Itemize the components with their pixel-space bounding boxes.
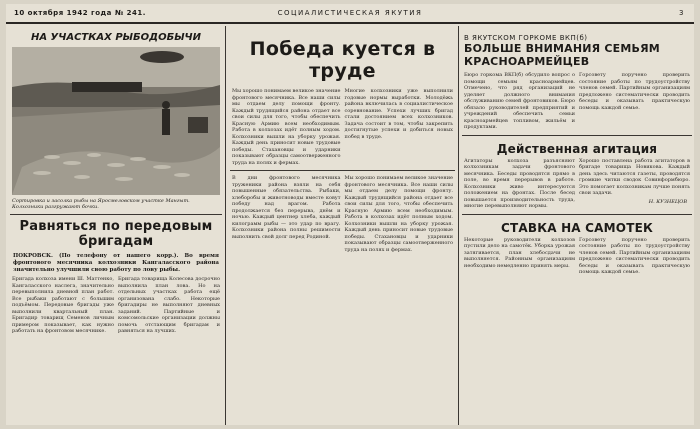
masthead — [6, 4, 694, 24]
right-column — [462, 26, 692, 425]
article-body — [230, 175, 455, 253]
article-text: Горсовету поручено проверить состояние работы по трудоустройству членов семей. Партийным организациям предложено систематически проводить беседы и оказывать практическую помощь каждой семье. — [579, 236, 690, 275]
article-headline: Равняться по передовым бригадам — [19, 219, 213, 249]
center-column — [230, 26, 455, 425]
article-body — [462, 158, 692, 210]
article-text: Агитаторы колхоза разъясняют колхозникам задачи фронтового месячника. Беседы проводятся прямо в поле, во время перерывов в работе. Колхозники живо интересуются положением на фронтах. После бесед повышается производительность труда, многие перевыполняют нормы. — [464, 157, 575, 209]
divider — [462, 214, 692, 215]
divider — [462, 135, 692, 136]
article-text: Мы хорошо понимаем великое значение фронтового месячника. Все наши силы мы отдаем делу помощи фронту. Каждый трудящийся района отдает все свои силы для того, чтобы обеспечить Красную Армию всем необходимым. Работа в колхозах идёт полным ходом. Колхозники вышли на уборку урожая. Каждый день приносит новые трудовые победы. Стахановцы и ударники показывают образцы самоотверженного труда на полях и фермах. — [344, 175, 453, 253]
article-text: Некоторые руководители колхозов пустили дело на самотёк. Уборка урожая затягивается, план хлебосдачи не выполняется. Районным организациям необходимо немедленно принять меры. — [464, 236, 575, 269]
article-headline: Действенная агитация — [496, 141, 658, 156]
divider — [10, 214, 222, 215]
article-text: Бюро горкома ВКП(б) обсудило вопрос о помощи семьям красноармейцев. Отмечено, что ряд организаций не уделяет должного внимания обслуживанию семей фронтовиков. Бюро обязало руководителей предприятий и учреждений обеспечить семьи красноармейцев топливом, жильём и продуктами. — [464, 72, 575, 130]
lead-text: (По телефону от нашего корр.). Во время фронтового месячника колхозники Кангаласского района значительно улучшили свою работу по лову рыбы. — [13, 253, 219, 273]
article-body — [462, 72, 692, 131]
article-headline: СТАВКА НА САМОТЕК — [500, 220, 654, 235]
newspaper-title: СОЦИАЛИСТИЧЕСКАЯ ЯКУТИЯ — [277, 9, 423, 17]
left-column — [10, 26, 222, 425]
article-body — [10, 276, 222, 335]
newspaper-page — [6, 4, 694, 425]
article-text: Хорошо поставлена работа агитаторов в бригаде товарища Новикова. Каждый день здесь читаются газеты, проводятся громкие читки сводок Совинформбюро. Это помогает колхозникам лучше понять свои задачи. — [579, 157, 690, 196]
article-lead — [13, 253, 219, 274]
fishery-photo — [12, 47, 220, 195]
section-kicker: В ЯКУТСКОМ ГОРКОМЕ ВКП(б) — [464, 34, 588, 42]
fishery-photo-drawing — [12, 47, 220, 195]
article-text: Многие колхозники уже выполнили годовые нормы выработки. Молодёжь района включилась в социалистическое соревнование. Успехи лучших бригад стали достоянием всех колхозников. Задача состоит в том, чтобы закрепить достигнутые успехи и добиться новых побед в труде. — [344, 88, 453, 140]
article-text: В дни фронтового месячника труженики района взяли на себя повышенные обязательства. Рыбаки, хлеборобы и животноводы вместе ковут победу над врагом. Работа продолжается без перерыва, днём и ночью. Каждый центнер хлеба, каждый килограмм рыбы — это удар по врагу. Колхозники района полны решимости выполнить свой долг перед Родиной. — [232, 175, 341, 240]
column-divider — [458, 26, 459, 425]
dateline: ПОКРОВСК. — [13, 253, 53, 259]
photo-caption: Сортировка и засолка рыбы на Яросмеловском участке Мангыт. Колхозники разгружают бочки. — [12, 198, 190, 210]
article-text: Бригада товарища Колесова досрочно выполнила план лова. Но на отдельных участках работа ещё организована слабо. Некоторые бригадиры не выполняют дневных заданий. Партийные и комсомольские организации должны помочь отстающим бригадам и равняться на лучших. — [118, 276, 220, 334]
article-text: Горсовету поручено проверить состояние работы по трудоустройству членов семей. Партийным организациям предложено систематически проводить беседы и оказывать практическую помощь каждой семье. — [579, 72, 690, 111]
author-signature: Н. КУЗНЕЦОВ — [648, 198, 687, 205]
article-text: Мы хорошо понимаем великое значение фронтового месячника. Все наши силы мы отдаем делу помощи фронту. Каждый трудящийся района отдает все свои силы для того, чтобы обеспечить Красную Армию всем необходимым. Работа в колхозах идёт полным ходом. Колхозники вышли на уборку урожая. Каждый день приносит новые трудовые победы. Стахановцы и ударники показывают образцы самоотверженного труда на полях и фермах. — [232, 88, 341, 166]
article-headline: Победа куется в труде — [249, 38, 436, 82]
article-body — [230, 88, 455, 166]
issue-date: 10 октября 1942 года № 241. — [14, 9, 146, 17]
page-number: 3 — [679, 9, 684, 17]
article-text: Бригада колхоза имени Ш. Маттенко, Кангаласского наслега, значительно перевыполнила дневной план работ. Все рыбаки работают с большим подъёмом. Передовые бригады уже выполнили квартальный план. Бригадир товарищ Семенов личным примером показывает, как нужно работать на фронтовом месячнике. — [12, 276, 114, 334]
column-divider — [225, 26, 226, 425]
section-rubric: НА УЧАСТКАХ РЫБОДОБЫЧИ — [30, 32, 202, 43]
article-body — [462, 237, 692, 276]
divider — [230, 170, 455, 171]
article-headline: БОЛЬШЕ ВНИМАНИЯ СЕМЬЯМ КРАСНОАРМЕЙЦЕВ — [464, 42, 660, 68]
